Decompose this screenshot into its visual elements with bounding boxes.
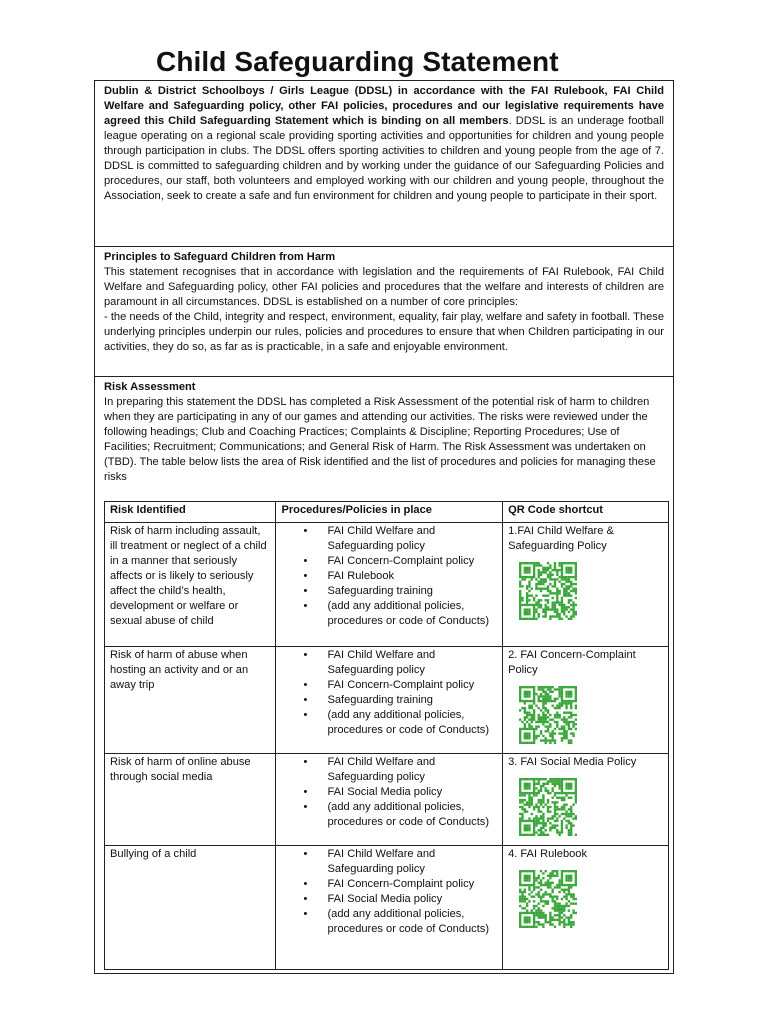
risk-assessment-heading: Risk Assessment xyxy=(104,381,196,393)
principles-heading: Principles to Safeguard Children from Harm xyxy=(104,251,336,263)
intro-bold-text: Dublin & District Schoolboys / Girls League (DDSL) in accordance with the FAI Rulebook, FAI Child Welfare and Safeguarding policy, other FAI policies, procedures and our legislative requirements have agreed this Child Safeguarding Statement which is binding on all members xyxy=(104,85,664,127)
policy-item: • FAI Social Media policy xyxy=(327,892,496,907)
risk-cell: Risk of harm of online abuse through social media xyxy=(105,754,276,846)
policy-item: • (add any additional policies, procedures or code of Conducts) xyxy=(327,708,496,738)
table-row xyxy=(105,754,669,846)
qr-label: 3. FAI Social Media Policy xyxy=(508,756,637,768)
policies-cell xyxy=(276,846,503,970)
risk-table xyxy=(104,501,669,970)
risk-cell: Risk of harm of abuse when hosting an activity and or an away trip xyxy=(105,647,276,754)
qr-label: 2. FAI Concern-Complaint Policy xyxy=(508,649,636,676)
policy-list xyxy=(281,847,496,937)
qr-code-icon[interactable] xyxy=(519,870,577,928)
policy-item: • FAI Child Welfare and Safeguarding policy xyxy=(327,755,496,785)
table-header-row xyxy=(105,502,669,523)
policy-list xyxy=(281,755,496,830)
policies-cell xyxy=(276,523,503,647)
qr-cell xyxy=(503,846,669,970)
header-risk-identified: Risk Identified xyxy=(105,502,276,523)
policy-item: • Safeguarding training xyxy=(327,584,496,599)
policy-item: • FAI Social Media policy xyxy=(327,785,496,800)
qr-cell xyxy=(503,647,669,754)
risk-cell: Risk of harm including assault, ill treatment or neglect of a child in a manner that seriously affects or is likely to seriously affect the child’s health, development or welfare or sexual abuse of child xyxy=(105,523,276,647)
table-row xyxy=(105,647,669,754)
policy-item: • FAI Concern-Complaint policy xyxy=(327,554,496,569)
qr-code-icon[interactable] xyxy=(519,686,577,744)
policy-item: • FAI Rulebook xyxy=(327,569,496,584)
principles-paragraph-1: This statement recognises that in accordance with legislation and the requirements of FAI Rulebook, FAI Child Welfare and Safeguarding policy, other FAI policies and procedures that the welfare and interests of children are paramount in all circumstances. DDSL is established on a number of core principles: xyxy=(104,266,664,308)
qr-cell xyxy=(503,754,669,846)
table-row xyxy=(105,523,669,647)
statement-frame xyxy=(94,80,674,974)
qr-label: 4. FAI Rulebook xyxy=(508,848,587,860)
policy-item: • FAI Child Welfare and Safeguarding policy xyxy=(327,524,496,554)
qr-label: 1.FAI Child Welfare & Safeguarding Policy xyxy=(508,525,614,552)
qr-cell xyxy=(503,523,669,647)
principles-paragraph-2: - the needs of the Child, integrity and respect, environment, equality, fair play, welfare and safety in football. These underlying principles underpin our rules, policies and procedures to ensure that when Children participating in our activities, they do so, as far as is practicable, in a safe and enjoyable environment. xyxy=(104,311,664,353)
qr-code-icon[interactable] xyxy=(519,562,577,620)
policies-cell xyxy=(276,647,503,754)
policy-item: • FAI Child Welfare and Safeguarding policy xyxy=(327,847,496,877)
header-procedures-policies: Procedures/Policies in place xyxy=(276,502,503,523)
principles-section xyxy=(95,247,673,377)
policy-list xyxy=(281,648,496,738)
policy-list xyxy=(281,524,496,629)
policies-cell xyxy=(276,754,503,846)
policy-item: • (add any additional policies, procedures or code of Conducts) xyxy=(327,800,496,830)
policy-item: • (add any additional policies, procedures or code of Conducts) xyxy=(327,907,496,937)
table-row xyxy=(105,846,669,970)
policy-item: • FAI Concern-Complaint policy xyxy=(327,877,496,892)
intro-section xyxy=(95,81,673,247)
page-title: Child Safeguarding Statement xyxy=(156,46,559,77)
policy-item: • Safeguarding training xyxy=(327,693,496,708)
policy-item: • (add any additional policies, procedures or code of Conducts) xyxy=(327,599,496,629)
qr-code-icon[interactable] xyxy=(519,778,577,836)
header-qr-code-shortcut: QR Code shortcut xyxy=(503,502,669,523)
risk-assessment-text: In preparing this statement the DDSL has completed a Risk Assessment of the potential risk of harm to children when they are participating in any of our games and attending our activities. The risks were reviewed under the following headings; Club and Coaching Practices; Complaints & Discipline; Reporting Procedures; Use of Facilities; Recruitment; Communications; and General Risk of Harm. The Risk Assessment was undertaken on (TBD). The table below lists the area of Risk identified and the list of procedures and policies for managing these risks xyxy=(104,396,656,483)
policy-item: • FAI Concern-Complaint policy xyxy=(327,678,496,693)
intro-text: . DDSL is an underage football league operating on a regional scale providing sporting activities and opportunities for children and young people through participation in clubs. The DDSL offers sporting activities to children and young people from the age of 7. DDSL is committed to safeguarding children and by working under the guidance of our Safeguarding Policies and procedures, our staff, both volunteers and employed working with our children and young people, throughout the Association, seek to create a safe and fun environment for children and young people to participate in their sport. xyxy=(104,115,665,202)
risk-cell: Bullying of a child xyxy=(105,846,276,970)
policy-item: • FAI Child Welfare and Safeguarding policy xyxy=(327,648,496,678)
risk-assessment-section xyxy=(95,377,673,495)
